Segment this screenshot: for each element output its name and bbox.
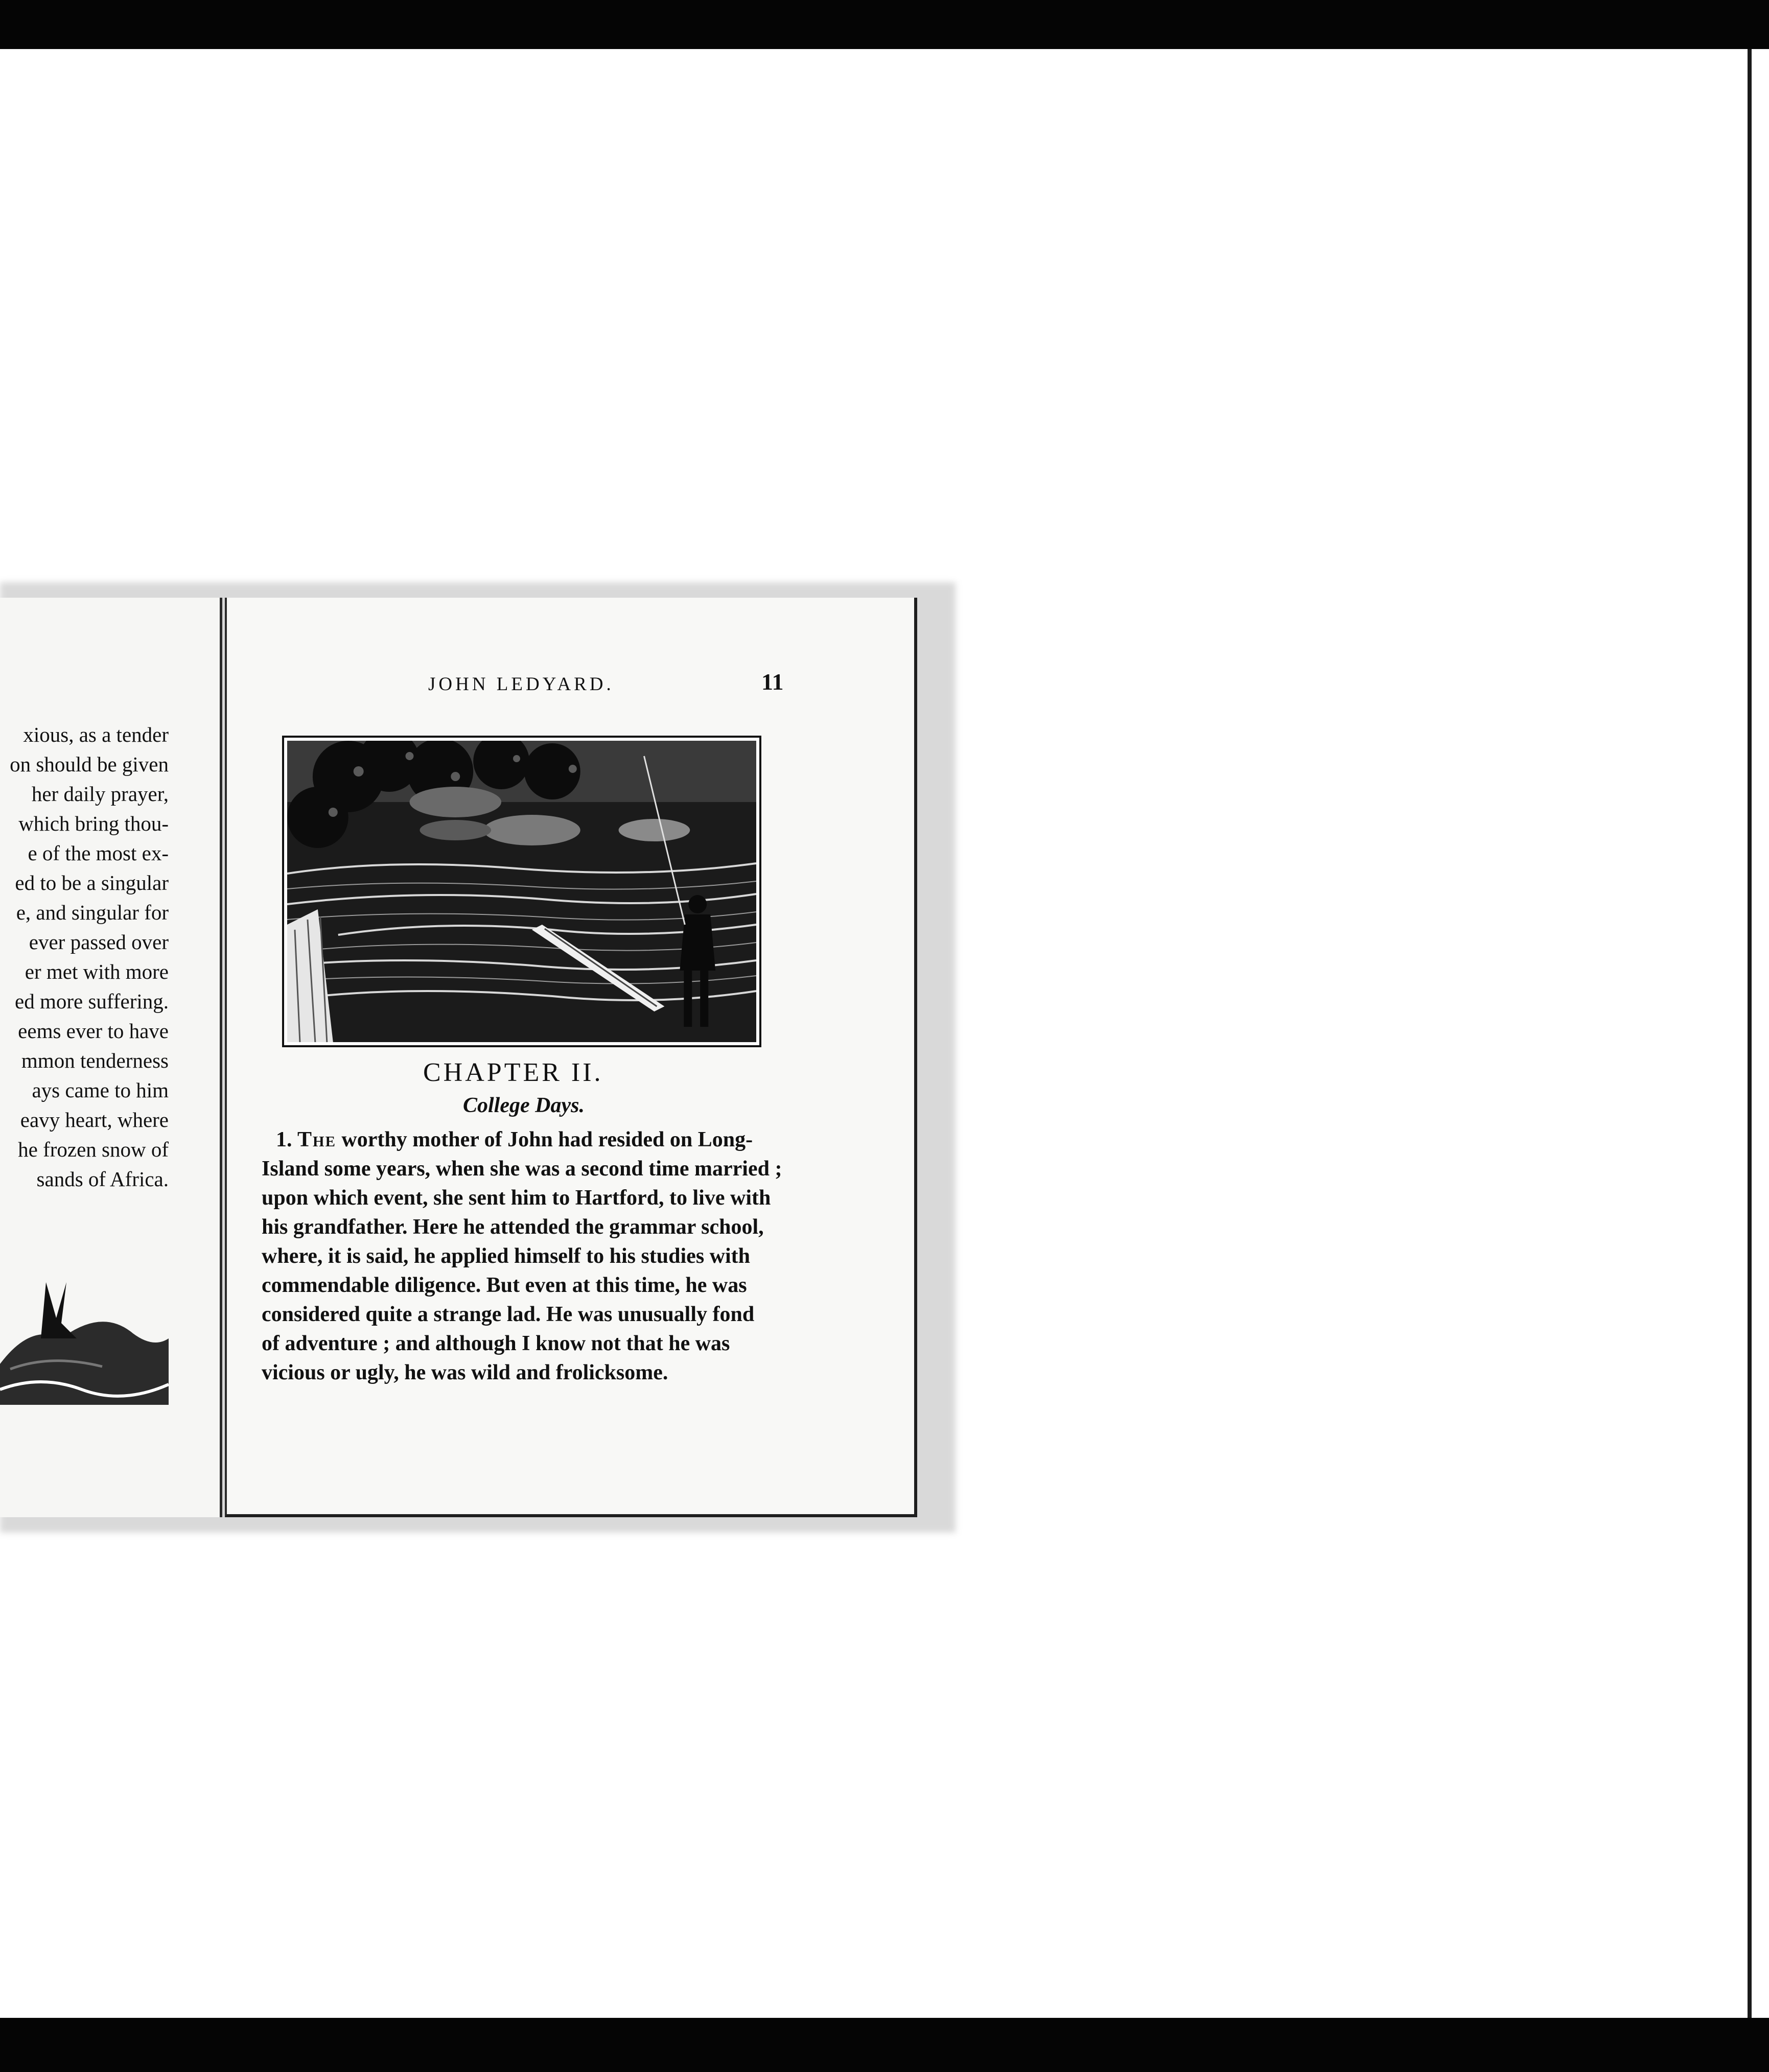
scan-frame-top-bar (0, 0, 1769, 49)
left-page-line: mmon tenderness (21, 1049, 169, 1072)
left-page-line: e, and singular for (16, 901, 169, 924)
paragraph-number: 1. (276, 1128, 292, 1151)
left-page-woodcut-fragment (0, 1262, 169, 1405)
scan-frame-bottom-bar (0, 2018, 1769, 2072)
body-text-line: where, it is said, he applied himself to his studies with (262, 1244, 751, 1268)
body-text-line: of adventure ; and although I know not that he was (262, 1332, 730, 1355)
left-page-line: her daily prayer, (31, 782, 169, 806)
left-page-line: sands of Africa. (36, 1167, 169, 1191)
paragraph-start (262, 1129, 753, 1150)
chapter-subtitle: College Days. (463, 1094, 585, 1117)
left-page-line: ed more suffering. (15, 990, 169, 1013)
scan-frame-right-edge (1748, 49, 1752, 2018)
left-page-line: eems ever to have (18, 1019, 169, 1043)
river-scene-image (287, 741, 756, 1042)
left-page-line: ays came to him (32, 1078, 169, 1102)
left-page-line: he frozen snow of (18, 1138, 169, 1161)
chapter-title: CHAPTER II. (423, 1058, 603, 1087)
running-head: JOHN LEDYARD. (428, 674, 614, 695)
left-page-line: on should be given (10, 752, 169, 776)
body-text-line: vicious or ugly, he was wild and frolicksome. (262, 1361, 668, 1384)
left-page-line: eavy heart, where (20, 1108, 169, 1132)
body-text-line: considered quite a strange lad. He was unusually fond (262, 1303, 755, 1326)
body-text-line: his grandfather. Here he attended the grammar school, (262, 1215, 764, 1239)
paragraph-lead-word: The (297, 1128, 336, 1151)
left-page-line: er met with more (25, 960, 169, 983)
body-text-line: Island some years, when she was a second time married ; (262, 1157, 782, 1181)
body-text-line (262, 1129, 792, 1150)
left-page-line: which bring thou- (18, 812, 169, 835)
body-text-line: upon which event, she sent him to Hartford, to live with (262, 1186, 771, 1210)
chapter-woodcut-illustration (282, 736, 761, 1047)
body-text: worthy mother of John had resided on Long- (341, 1128, 753, 1151)
left-page-line: ever passed over (29, 930, 169, 954)
left-page-line: e of the most ex- (28, 841, 169, 865)
body-text-line: commendable diligence. But even at this time, he was (262, 1274, 747, 1297)
page-number: 11 (761, 669, 784, 695)
left-page (0, 598, 222, 1517)
left-page-line: xious, as a tender (23, 723, 169, 746)
left-page-line: ed to be a singular (15, 871, 169, 894)
